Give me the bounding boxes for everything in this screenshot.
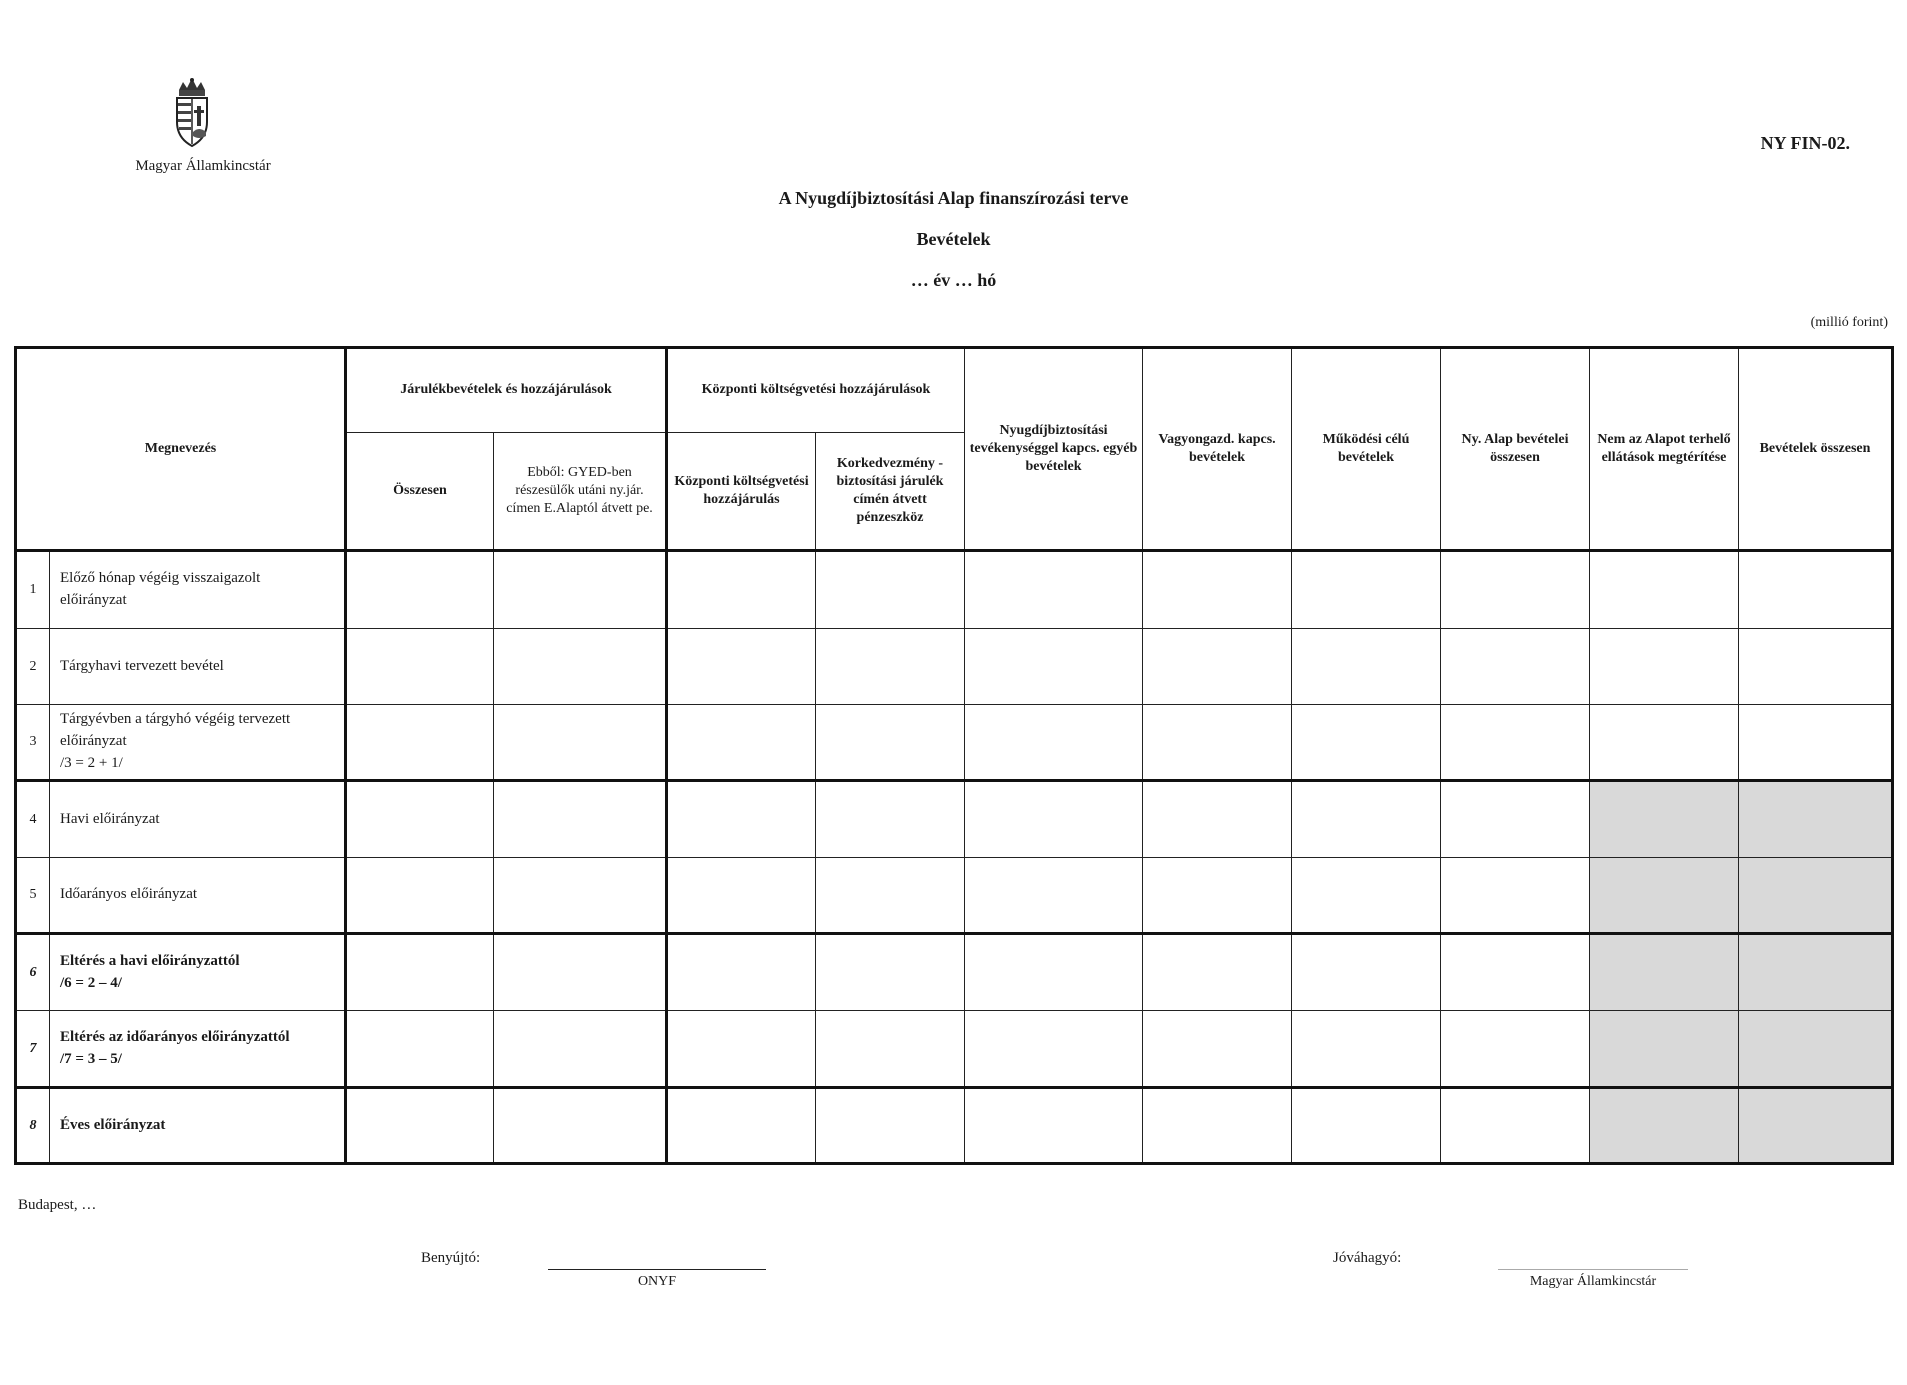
row-label-line-1: Időarányos előirányzat bbox=[60, 886, 198, 903]
data-cell[interactable] bbox=[816, 781, 965, 858]
header-kozponti-hozzajarulas: Központi költségvetési hozzájárulás bbox=[667, 433, 816, 551]
row-label bbox=[50, 551, 346, 629]
data-cell[interactable] bbox=[816, 551, 965, 629]
unit-label: (millió forint) bbox=[1810, 315, 1888, 330]
organization-name: Magyar Államkincstár bbox=[135, 158, 271, 174]
data-cell[interactable] bbox=[346, 551, 494, 629]
data-cell[interactable] bbox=[346, 705, 494, 781]
data-cell[interactable] bbox=[1292, 1011, 1441, 1088]
header-mukodesi: Működési célú bevételek bbox=[1292, 348, 1441, 551]
data-cell[interactable] bbox=[1590, 629, 1739, 705]
place-date: Budapest, … bbox=[18, 1197, 97, 1213]
data-cell[interactable] bbox=[667, 1088, 816, 1164]
data-cell[interactable] bbox=[494, 1011, 667, 1088]
row-label-line-1: Tárgyévben a tárgyhó végéig tervezett bbox=[60, 711, 291, 728]
row-label-line-2: /7 = 3 – 5/ bbox=[60, 1050, 122, 1067]
data-cell[interactable] bbox=[965, 629, 1143, 705]
header-nem-alapot: Nem az Alapot terhelő ellátások megtérítése bbox=[1590, 348, 1739, 551]
data-cell[interactable] bbox=[494, 629, 667, 705]
row-label bbox=[50, 1011, 346, 1088]
data-cell[interactable] bbox=[346, 934, 494, 1011]
data-cell[interactable] bbox=[494, 934, 667, 1011]
table-row bbox=[16, 705, 1893, 781]
coat-of-arms-icon bbox=[169, 76, 215, 148]
data-cell[interactable] bbox=[1441, 781, 1590, 858]
row-label-line-1: Éves előirányzat bbox=[60, 1116, 166, 1133]
data-cell-disabled bbox=[1590, 1088, 1739, 1164]
data-cell-disabled bbox=[1590, 1011, 1739, 1088]
data-cell[interactable] bbox=[1739, 629, 1893, 705]
data-cell[interactable] bbox=[1143, 551, 1292, 629]
data-cell[interactable] bbox=[1441, 1088, 1590, 1164]
data-cell-disabled bbox=[1590, 858, 1739, 934]
approver-signature-line bbox=[1498, 1269, 1688, 1270]
data-cell-disabled bbox=[1739, 934, 1893, 1011]
data-cell[interactable] bbox=[816, 1011, 965, 1088]
table-row bbox=[16, 1011, 1893, 1088]
row-label bbox=[50, 934, 346, 1011]
row-label bbox=[50, 1088, 346, 1164]
data-cell[interactable] bbox=[816, 1088, 965, 1164]
data-cell[interactable] bbox=[1441, 629, 1590, 705]
table-row bbox=[16, 629, 1893, 705]
data-cell[interactable] bbox=[1143, 1088, 1292, 1164]
document-title: A Nyugdíjbiztosítási Alap finanszírozási terve bbox=[778, 188, 1129, 208]
table-row bbox=[16, 1088, 1893, 1164]
data-cell[interactable] bbox=[1292, 1088, 1441, 1164]
header-bevetelek-osszesen: Bevételek összesen bbox=[1739, 348, 1893, 551]
row-label-line-1: Előző hónap végéig visszaigazolt bbox=[60, 570, 261, 587]
approver-name: Magyar Államkincstár bbox=[1529, 1274, 1657, 1289]
data-cell[interactable] bbox=[346, 781, 494, 858]
data-cell[interactable] bbox=[965, 781, 1143, 858]
data-cell-disabled bbox=[1739, 781, 1893, 858]
data-cell[interactable] bbox=[494, 1088, 667, 1164]
data-cell-disabled bbox=[1739, 858, 1893, 934]
data-cell[interactable] bbox=[1143, 858, 1292, 934]
row-number: 7 bbox=[16, 1011, 50, 1088]
data-cell[interactable] bbox=[1739, 551, 1893, 629]
data-cell-disabled bbox=[1739, 1011, 1893, 1088]
row-number: 3 bbox=[16, 705, 50, 781]
header-korkedvezmeny: Korkedvezmény - biztosítási járulék címén átvett pénzeszköz bbox=[816, 433, 965, 551]
row-label-line-2: előirányzat bbox=[60, 733, 127, 750]
data-cell[interactable] bbox=[346, 629, 494, 705]
data-cell[interactable] bbox=[667, 781, 816, 858]
row-label bbox=[50, 705, 346, 781]
row-label-line-3: /3 = 2 + 1/ bbox=[60, 754, 123, 771]
row-label-line-1: Eltérés a havi előirányzattól bbox=[60, 952, 240, 969]
table-row bbox=[16, 551, 1893, 629]
row-label bbox=[50, 629, 346, 705]
document-subtitle: Bevételek bbox=[916, 229, 991, 249]
data-cell[interactable] bbox=[494, 858, 667, 934]
data-cell[interactable] bbox=[346, 1011, 494, 1088]
data-cell[interactable] bbox=[667, 551, 816, 629]
document-period: … év … hó bbox=[910, 270, 997, 290]
row-number: 8 bbox=[16, 1088, 50, 1164]
data-cell[interactable] bbox=[494, 551, 667, 629]
data-cell[interactable] bbox=[667, 934, 816, 1011]
row-label-line-2: előirányzat bbox=[60, 592, 127, 608]
header-alap-osszesen: Ny. Alap bevételei összesen bbox=[1441, 348, 1590, 551]
approver-label: Jóváhagyó: bbox=[1333, 1250, 1402, 1266]
data-cell[interactable] bbox=[1441, 705, 1590, 781]
row-label bbox=[50, 781, 346, 858]
submitter-name: ONYF bbox=[637, 1274, 677, 1289]
row-number: 5 bbox=[16, 858, 50, 934]
data-cell[interactable] bbox=[346, 858, 494, 934]
row-label bbox=[50, 858, 346, 934]
data-cell[interactable] bbox=[1441, 551, 1590, 629]
row-label-line-1: Eltérés az időarányos előirányzattól bbox=[60, 1028, 290, 1045]
data-cell[interactable] bbox=[494, 781, 667, 858]
header-group-jarulek: Járulékbevételek és hozzájárulások bbox=[346, 348, 667, 433]
header-megnevezes: Megnevezés bbox=[16, 348, 346, 551]
data-cell[interactable] bbox=[1292, 781, 1441, 858]
row-number: 2 bbox=[16, 629, 50, 705]
data-cell[interactable] bbox=[816, 858, 965, 934]
data-cell[interactable] bbox=[1143, 934, 1292, 1011]
data-cell[interactable] bbox=[965, 858, 1143, 934]
form-code: NY FIN-02. bbox=[1760, 133, 1850, 153]
header-jarulek-gyed: Ebből: GYED-ben részesülők utáni ny.jár. címen E.Alaptól átvett pe. bbox=[494, 433, 667, 551]
financing-plan-table bbox=[14, 346, 1894, 1165]
data-cell[interactable] bbox=[1739, 705, 1893, 781]
table-row bbox=[16, 934, 1893, 1011]
data-cell[interactable] bbox=[965, 934, 1143, 1011]
data-cell[interactable] bbox=[346, 1088, 494, 1164]
data-cell[interactable] bbox=[1292, 551, 1441, 629]
data-cell[interactable] bbox=[1441, 858, 1590, 934]
data-cell[interactable] bbox=[1143, 1011, 1292, 1088]
data-cell[interactable] bbox=[667, 705, 816, 781]
row-number: 1 bbox=[16, 551, 50, 629]
data-cell[interactable] bbox=[965, 1011, 1143, 1088]
row-label-line-1: Havi előirányzat bbox=[60, 810, 160, 827]
data-cell[interactable] bbox=[1143, 705, 1292, 781]
data-cell[interactable] bbox=[1441, 934, 1590, 1011]
data-cell[interactable] bbox=[667, 858, 816, 934]
data-cell[interactable] bbox=[816, 934, 965, 1011]
data-cell-disabled bbox=[1739, 1088, 1893, 1164]
row-number: 4 bbox=[16, 781, 50, 858]
header-vagyongazd: Vagyongazd. kapcs. bevételek bbox=[1143, 348, 1292, 551]
data-cell[interactable] bbox=[1143, 629, 1292, 705]
data-cell[interactable] bbox=[1292, 858, 1441, 934]
data-cell[interactable] bbox=[494, 705, 667, 781]
data-cell[interactable] bbox=[1590, 551, 1739, 629]
data-cell[interactable] bbox=[667, 629, 816, 705]
data-cell[interactable] bbox=[1143, 781, 1292, 858]
row-label-line-2: /6 = 2 – 4/ bbox=[60, 974, 122, 991]
data-cell[interactable] bbox=[1441, 1011, 1590, 1088]
data-cell[interactable] bbox=[1292, 629, 1441, 705]
row-label-line-1: Tárgyhavi tervezett bevétel bbox=[60, 657, 224, 674]
data-cell[interactable] bbox=[965, 705, 1143, 781]
submitter-signature-line bbox=[548, 1269, 766, 1270]
data-cell[interactable] bbox=[1292, 705, 1441, 781]
table-row bbox=[16, 858, 1893, 934]
data-cell-disabled bbox=[1590, 934, 1739, 1011]
data-cell[interactable] bbox=[965, 1088, 1143, 1164]
table-row bbox=[16, 781, 1893, 858]
header-egyeb-bevetelek: Nyugdíjbiztosítási tevékenységgel kapcs. egyéb bevételek bbox=[965, 348, 1143, 551]
data-cell[interactable] bbox=[816, 629, 965, 705]
submitter-label: Benyújtó: bbox=[421, 1250, 481, 1266]
data-cell[interactable] bbox=[667, 1011, 816, 1088]
data-cell[interactable] bbox=[1292, 934, 1441, 1011]
data-cell[interactable] bbox=[816, 705, 965, 781]
header-jarulek-osszesen: Összesen bbox=[346, 433, 494, 551]
data-cell[interactable] bbox=[965, 551, 1143, 629]
header-group-kozponti: Központi költségvetési hozzájárulások bbox=[667, 348, 965, 433]
data-cell-disabled bbox=[1590, 781, 1739, 858]
row-number: 6 bbox=[16, 934, 50, 1011]
data-cell[interactable] bbox=[1590, 705, 1739, 781]
